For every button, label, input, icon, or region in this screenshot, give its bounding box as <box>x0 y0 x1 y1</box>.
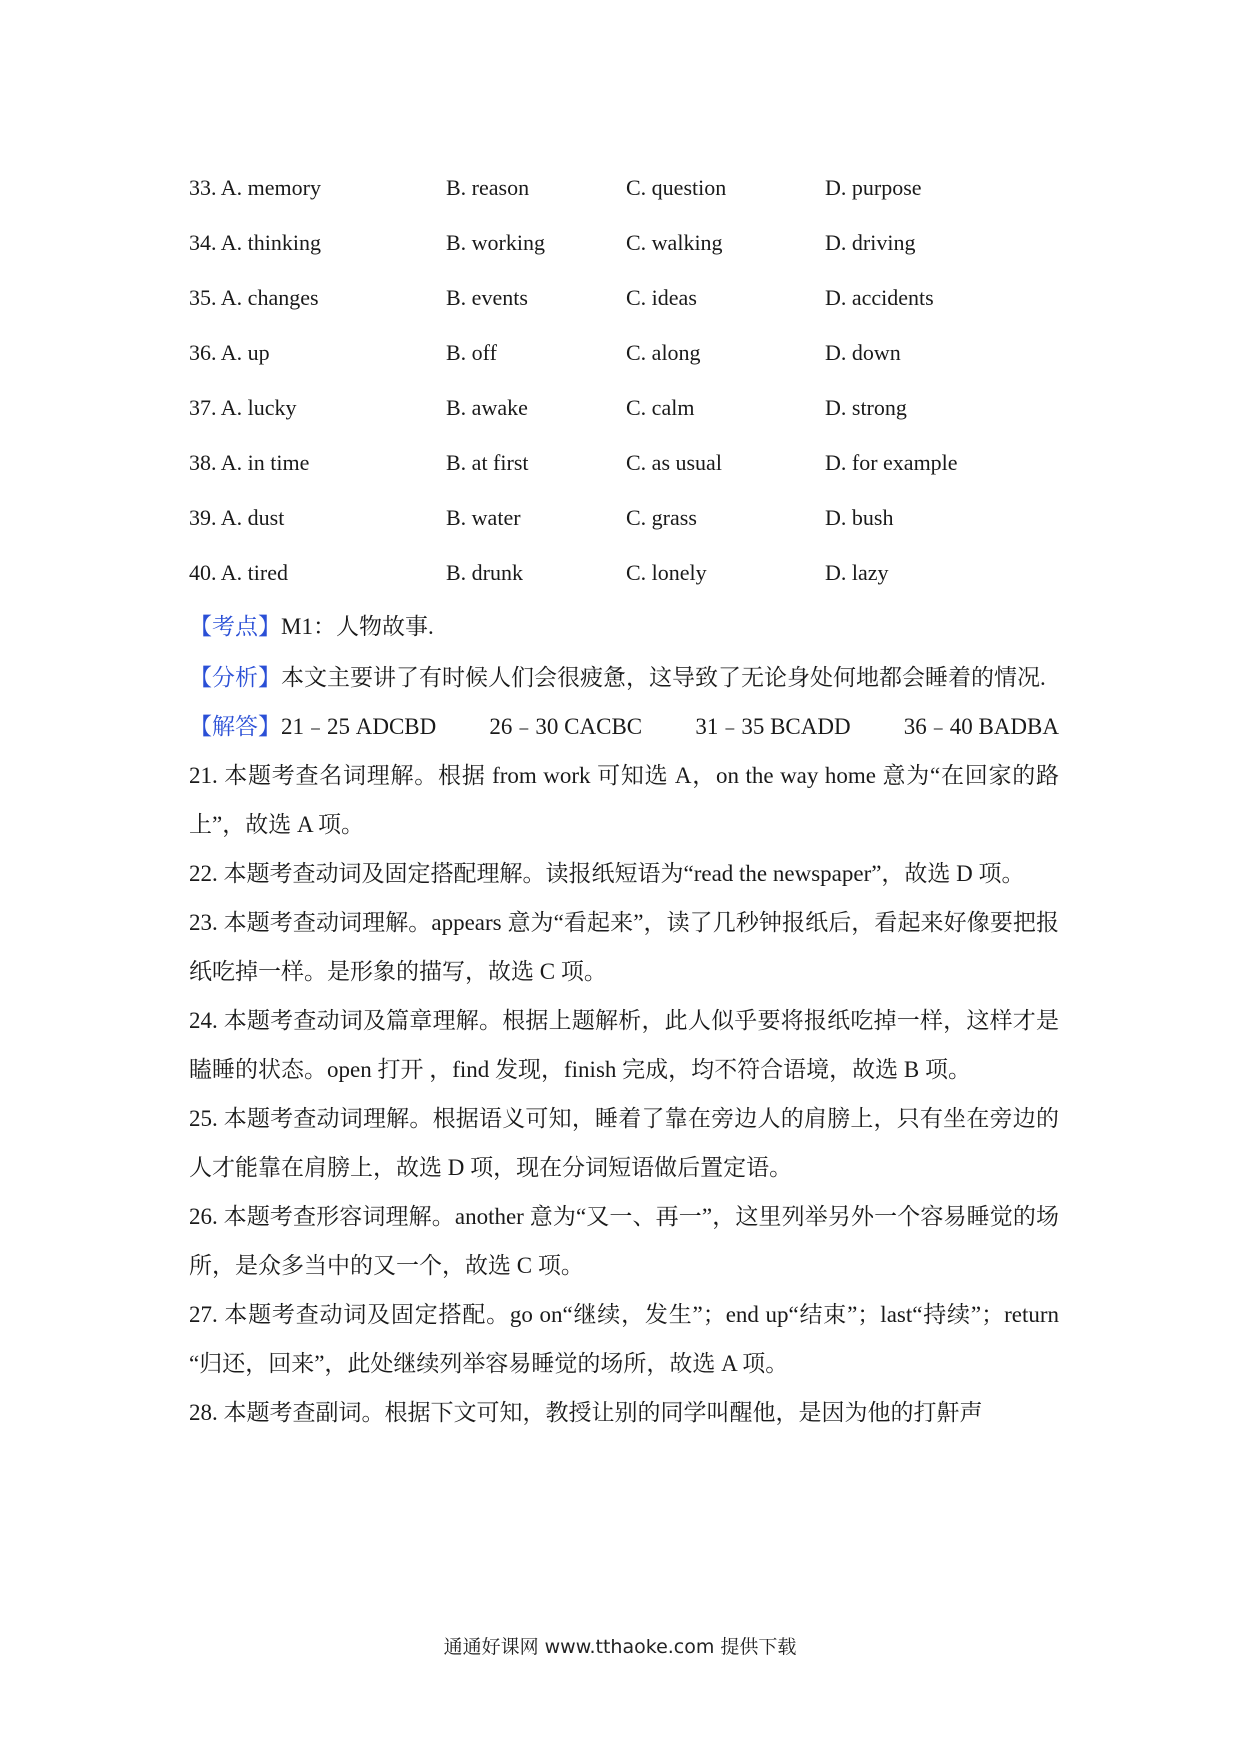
option-row <box>189 325 1059 380</box>
option-row <box>189 160 1059 215</box>
kaodian-section <box>189 602 1059 651</box>
option-row <box>189 490 1059 545</box>
option-a: 35. A. changes <box>189 284 319 310</box>
option-b: B. off <box>446 339 497 365</box>
option-a: 36. A. up <box>189 339 270 365</box>
option-row <box>189 545 1059 600</box>
explanation-22: 22. 本题考查动词及固定搭配理解。读报纸短语为“read the newspaper”，故选 D 项。 <box>189 861 1025 886</box>
page-footer: 通通好课网 www.tthaoke.com 提供下载 <box>443 1636 797 1658</box>
option-c: C. lonely <box>626 559 707 585</box>
option-b: B. drunk <box>446 559 523 585</box>
explanation-26: 26. 本题考查形容词理解。another 意为“又一、再一”，这里列举另外一个容易睡觉的场所，是众多当中的又一个，故选 C 项。 <box>189 1204 1059 1278</box>
options-table <box>189 160 1059 600</box>
option-c: C. question <box>626 174 727 200</box>
option-d: D. for example <box>825 449 958 475</box>
option-row <box>189 380 1059 435</box>
option-d: D. down <box>825 339 901 365</box>
option-b: B. at first <box>446 449 529 475</box>
option-c: C. as usual <box>626 449 722 475</box>
kaodian-tag: 【考点】 <box>189 614 281 639</box>
explanation-27: 27. 本题考查动词及固定搭配。go on“继续，发生”；end up“结束”；last“持续”；return “归还，回来”，此处继续列举容易睡觉的场所，故选 A 项。 <box>189 1302 1059 1376</box>
answer-group: 26﹣30 CACBC <box>489 714 643 739</box>
option-row <box>189 435 1059 490</box>
option-a: 40. A. tired <box>189 559 288 585</box>
option-a: 34. A. thinking <box>189 229 322 255</box>
option-c: C. grass <box>626 504 697 530</box>
option-b: B. reason <box>446 174 530 200</box>
option-b: B. events <box>446 284 528 310</box>
option-a: 38. A. in time <box>189 449 310 475</box>
option-row <box>189 270 1059 325</box>
explanation-25: 25. 本题考查动词理解。根据语义可知，睡着了靠在旁边人的肩膀上，只有坐在旁边的人才能靠在肩膀上，故选 D 项，现在分词短语做后置定语。 <box>189 1106 1059 1180</box>
option-d: D. accidents <box>825 284 934 310</box>
answer-group: 31﹣35 BCADD <box>695 714 851 739</box>
jieda-tag: 【解答】 <box>189 714 281 739</box>
answer-group: 36﹣40 BADBA <box>903 714 1059 739</box>
option-c: C. calm <box>626 394 695 420</box>
option-c: C. ideas <box>626 284 697 310</box>
option-b: B. water <box>446 504 521 530</box>
explanation-24: 24. 本题考查动词及篇章理解。根据上题解析，此人似乎要将报纸吃掉一样，这样才是瞌睡的状态。open 打开 ，find 发现，finish 完成，均不符合语境，故选 B 项。 <box>189 1008 1059 1082</box>
fenxi-tag: 【分析】 <box>189 665 281 690</box>
fenxi-text: 本文主要讲了有时候人们会很疲惫，这导致了无论身处何地都会睡着的情况. <box>281 665 1046 690</box>
fenxi-section <box>189 653 1059 702</box>
explanation-21: 21. 本题考查名词理解。根据 from work 可知选 A，on the way home 意为“在回家的路上”，故选 A 项。 <box>189 763 1059 837</box>
kaodian-text: M1：人物故事. <box>281 614 434 639</box>
option-a: 37. A. lucky <box>189 394 297 420</box>
answer-group: 21﹣25 ADCBD <box>281 714 437 739</box>
option-c: C. walking <box>626 229 723 255</box>
option-a: 39. A. dust <box>189 504 285 530</box>
document-page <box>189 160 1059 1437</box>
option-d: D. lazy <box>825 559 889 585</box>
option-d: D. strong <box>825 394 907 420</box>
explanation-23: 23. 本题考查动词理解。appears 意为“看起来”，读了几秒钟报纸后，看起来好像要把报纸吃掉一样。是形象的描写，故选 C 项。 <box>189 910 1059 984</box>
option-row <box>189 215 1059 270</box>
option-c: C. along <box>626 339 701 365</box>
explanation-28: 28. 本题考查副词。根据下文可知，教授让别的同学叫醒他，是因为他的打鼾声 <box>189 1400 983 1425</box>
answer-key <box>189 702 1059 751</box>
option-b: B. awake <box>446 394 528 420</box>
option-d: D. purpose <box>825 174 922 200</box>
option-d: D. driving <box>825 229 916 255</box>
option-b: B. working <box>446 229 545 255</box>
option-d: D. bush <box>825 504 894 530</box>
option-a: 33. A. memory <box>189 174 321 200</box>
